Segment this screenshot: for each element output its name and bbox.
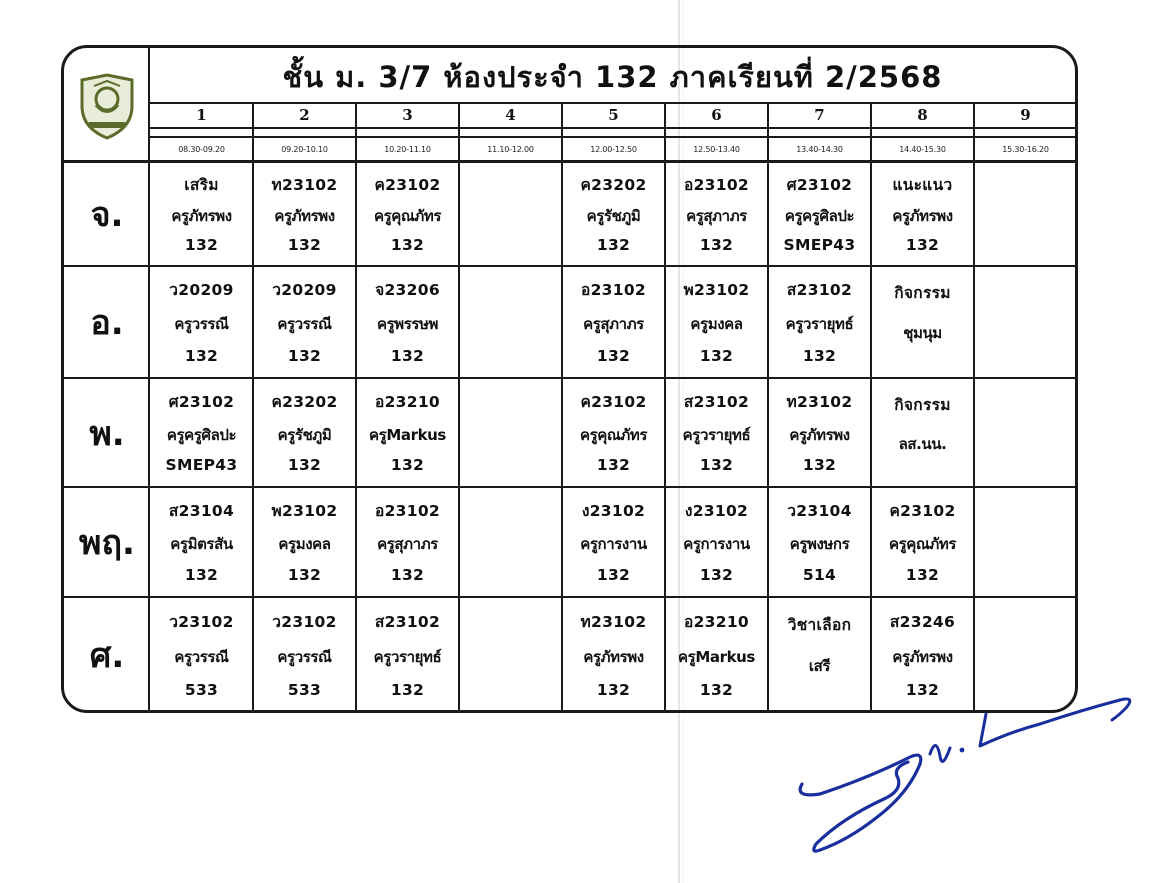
subject-code: อ23210 — [374, 392, 441, 411]
row-divider — [63, 265, 1077, 267]
room: 132 — [905, 566, 940, 585]
teacher-name: ครูคุณภัทร — [373, 207, 442, 226]
timetable-cell — [871, 493, 974, 589]
room: 132 — [802, 456, 837, 475]
timetable-cell — [562, 603, 665, 705]
teacher-name: ครูวรายุทธ์ — [682, 425, 751, 444]
subject-code: ง23102 — [684, 501, 749, 520]
period-time: 14.40-15.30 — [899, 144, 946, 154]
teacher-name: ครูMarkus — [369, 425, 446, 444]
room: 132 — [596, 346, 631, 365]
subject-code: ท23102 — [580, 612, 647, 631]
subject-code: กิจกรรม — [894, 395, 951, 414]
teacher-name: ครูพรรษพ — [376, 315, 439, 334]
period-time: 09.20-10.10 — [281, 144, 328, 154]
timetable-title: ชั้น ม. 3/7 ห้องประจำ 132 ภาคเรียนที่ 2/2568 — [282, 60, 943, 94]
timetable-cell — [562, 493, 665, 589]
room: 514 — [802, 566, 837, 585]
period-number: 9 — [1020, 106, 1031, 124]
teacher-name: ครูรัชภูมิ — [277, 425, 332, 444]
room: SMEP43 — [783, 236, 856, 255]
timetable-cell — [974, 493, 1077, 589]
timetable-cell — [150, 168, 253, 258]
timetable-cell — [253, 272, 356, 370]
teacher-name: ครูมงคล — [278, 535, 331, 554]
timetable-cell — [562, 168, 665, 258]
subject-code: ส23102 — [374, 612, 441, 631]
subject-code: ศ23102 — [168, 392, 235, 411]
room: 132 — [802, 346, 837, 365]
subject-code: อ23102 — [374, 501, 441, 520]
teacher-name: ครูภัทรพง — [892, 648, 953, 667]
teacher-name: ครูวรายุทธ์ — [373, 648, 442, 667]
subject-code: ง23102 — [581, 501, 646, 520]
timetable-cell — [768, 384, 871, 479]
teacher-name: ชุมนุม — [903, 324, 942, 343]
day-label: อ. — [90, 303, 124, 343]
teacher-name: ครูครูศิลปะ — [166, 425, 237, 444]
room: 132 — [287, 236, 322, 255]
room: 132 — [184, 346, 219, 365]
timetable-cell — [253, 168, 356, 258]
timetable-cell — [665, 272, 768, 370]
timetable-cell — [562, 272, 665, 370]
subject-code: ท23102 — [786, 392, 853, 411]
teacher-name: ครูสุภาภร — [377, 535, 438, 554]
subject-code: ว20209 — [272, 281, 337, 300]
timetable-cell — [665, 603, 768, 705]
teacher-name: ครูภัทรพง — [892, 207, 953, 226]
room: 132 — [390, 456, 425, 475]
period-time: 11.10-12.00 — [487, 144, 534, 154]
subject-code: อ23210 — [683, 612, 750, 631]
timetable-cell — [150, 603, 253, 705]
teacher-name: ครูภัทรพง — [274, 207, 335, 226]
subject-code: ค23102 — [889, 501, 956, 520]
teacher-name: ครูวรายุทธ์ — [785, 315, 854, 334]
teacher-name: ครูสุภาภร — [583, 315, 644, 334]
room: 132 — [596, 681, 631, 700]
row-divider — [63, 596, 1077, 598]
period-time: 08.30-09.20 — [178, 144, 225, 154]
room: 132 — [596, 236, 631, 255]
timetable-cell — [665, 493, 768, 589]
timetable-cell — [459, 384, 562, 479]
room: 132 — [596, 566, 631, 585]
teacher-name: ครูมิตรสัน — [170, 535, 233, 554]
timetable-cell — [871, 384, 974, 479]
teacher-name: ครูวรรณี — [277, 648, 332, 667]
period-number: 7 — [814, 106, 825, 124]
subject-code: วิชาเลือก — [787, 615, 852, 634]
room: 132 — [699, 346, 734, 365]
teacher-name: ครูการงาน — [580, 535, 647, 554]
room: 132 — [184, 566, 219, 585]
room: 132 — [699, 456, 734, 475]
timetable-cell — [974, 272, 1077, 370]
room: 132 — [596, 456, 631, 475]
subject-code: พ23102 — [271, 501, 338, 520]
signature — [790, 686, 1140, 861]
row-divider — [63, 377, 1077, 379]
subject-code: อ23102 — [683, 175, 750, 194]
room: 132 — [390, 236, 425, 255]
timetable-cell — [253, 493, 356, 589]
period-number: 3 — [402, 106, 413, 124]
period-time: 15.30-16.20 — [1002, 144, 1049, 154]
school-logo — [76, 72, 138, 142]
timetable-cell — [665, 384, 768, 479]
room: 533 — [287, 681, 322, 700]
teacher-name: ครูสุภาภร — [686, 207, 747, 226]
timetable-cell — [871, 272, 974, 370]
room: 132 — [905, 681, 940, 700]
subject-code: จ23206 — [375, 281, 440, 300]
timetable-cell — [768, 272, 871, 370]
teacher-name: ครูวรรณี — [174, 315, 229, 334]
period-time: 12.50-13.40 — [693, 144, 740, 154]
room: 132 — [699, 236, 734, 255]
timetable-cell — [253, 384, 356, 479]
subject-code: พ23102 — [683, 281, 750, 300]
teacher-name: ครูคุณภัทร — [888, 535, 957, 554]
subject-code: ศ23102 — [786, 175, 853, 194]
subject-code: แนะแนว — [892, 175, 953, 194]
timetable-cell — [974, 384, 1077, 479]
row-divider — [63, 486, 1077, 488]
teacher-name: ครูมงคล — [690, 315, 743, 334]
timetable-cell — [459, 493, 562, 589]
subject-code: ว20209 — [169, 281, 234, 300]
teacher-name: ครูคุณภัทร — [579, 425, 648, 444]
subject-code: ค23102 — [374, 175, 441, 194]
room: 132 — [390, 346, 425, 365]
room: 132 — [699, 566, 734, 585]
subject-code: เสริม — [184, 175, 219, 194]
header-divider — [150, 127, 1077, 129]
teacher-name: ครูวรรณี — [277, 315, 332, 334]
period-number: 4 — [505, 106, 516, 124]
timetable-cell — [974, 168, 1077, 258]
teacher-name: ครูครูศิลปะ — [784, 207, 855, 226]
subject-code: ส23102 — [786, 281, 853, 300]
room: 132 — [905, 236, 940, 255]
period-time: 13.40-14.30 — [796, 144, 843, 154]
day-label: จ. — [90, 195, 124, 235]
teacher-name: ครูวรรณี — [174, 648, 229, 667]
room: 132 — [184, 236, 219, 255]
timetable-cell — [150, 272, 253, 370]
teacher-name: ครูMarkus — [678, 648, 755, 667]
timetable-cell — [150, 384, 253, 479]
timetable-cell — [459, 603, 562, 705]
timetable-cell — [150, 493, 253, 589]
room: 132 — [390, 681, 425, 700]
timetable-cell — [459, 168, 562, 258]
day-label: พ. — [89, 413, 125, 454]
timetable-cell — [768, 168, 871, 258]
day-label: ศ. — [89, 636, 125, 676]
room: 533 — [184, 681, 219, 700]
teacher-name: ครูภัทรพง — [583, 648, 644, 667]
teacher-name: ลส.นน. — [898, 434, 947, 453]
teacher-name: ครูการงาน — [683, 535, 750, 554]
timetable-cell — [356, 272, 459, 370]
timetable-cell — [871, 168, 974, 258]
teacher-name: ครูภัทรพง — [789, 425, 850, 444]
subject-code: ค23202 — [580, 175, 647, 194]
subject-code: ว23104 — [787, 501, 852, 520]
header-divider — [150, 136, 1077, 138]
period-number: 1 — [196, 106, 207, 124]
period-time: 10.20-11.10 — [384, 144, 431, 154]
subject-code: ส23102 — [683, 392, 750, 411]
teacher-name: เสรี — [808, 657, 831, 676]
timetable-cell — [356, 384, 459, 479]
subject-code: ส23246 — [889, 612, 956, 631]
subject-code: ส23104 — [168, 501, 235, 520]
room: SMEP43 — [165, 456, 238, 475]
period-number: 8 — [917, 106, 928, 124]
subject-code: กิจกรรม — [894, 284, 951, 303]
subject-code: อ23102 — [580, 281, 647, 300]
subject-code: ว23102 — [169, 612, 234, 631]
room: 132 — [390, 566, 425, 585]
subject-code: ค23202 — [271, 392, 338, 411]
period-time: 12.00-12.50 — [590, 144, 637, 154]
teacher-name: ครูภัทรพง — [171, 207, 232, 226]
timetable-cell — [768, 493, 871, 589]
header-divider — [63, 160, 1077, 163]
room: 132 — [699, 681, 734, 700]
timetable-cell — [356, 493, 459, 589]
subject-code: ว23102 — [272, 612, 337, 631]
teacher-name: ครูรัชภูมิ — [586, 207, 641, 226]
room: 132 — [287, 346, 322, 365]
timetable-cell — [356, 168, 459, 258]
day-label: พฤ. — [79, 523, 135, 563]
subject-code: ค23102 — [580, 392, 647, 411]
timetable-cell — [562, 384, 665, 479]
room: 132 — [287, 566, 322, 585]
room: 132 — [287, 456, 322, 475]
timetable-cell — [459, 272, 562, 370]
timetable-cell — [665, 168, 768, 258]
period-number: 5 — [608, 106, 619, 124]
timetable-cell — [356, 603, 459, 705]
timetable-cell — [253, 603, 356, 705]
subject-code: ท23102 — [271, 175, 338, 194]
teacher-name: ครูพงษกร — [789, 535, 850, 554]
period-number: 2 — [299, 106, 310, 124]
period-number: 6 — [711, 106, 722, 124]
